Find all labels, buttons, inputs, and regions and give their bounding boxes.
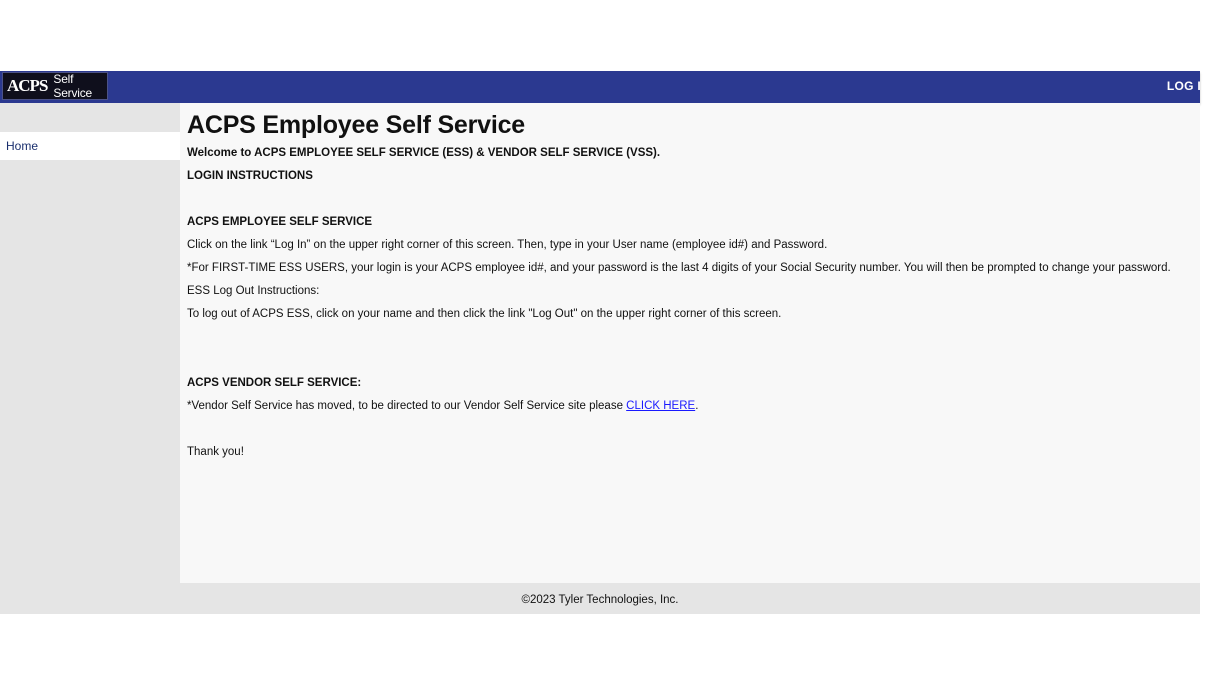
- sidebar: [0, 103, 180, 583]
- vss-click-here-link[interactable]: CLICK HERE: [626, 400, 696, 412]
- logout-instruction: To log out of ACPS ESS, click on your name and then click the link "Log Out" on the upper right corner of this screen.: [187, 308, 782, 320]
- login-instructions-heading: LOGIN INSTRUCTIONS: [187, 170, 313, 182]
- ess-heading: ACPS EMPLOYEE SELF SERVICE: [187, 216, 373, 228]
- vss-heading: ACPS VENDOR SELF SERVICE:: [187, 377, 362, 389]
- logo-mark: ACPS: [7, 75, 48, 95]
- logo-text: Self Service: [53, 72, 93, 100]
- logout-heading: ESS Log Out Instructions:: [187, 285, 320, 297]
- acps-logo[interactable]: [2, 72, 108, 100]
- ess-instruction-login: Click on the link “Log In” on the upper right corner of this screen. Then, type in your User name (employee id#) and Password.: [187, 239, 828, 251]
- thank-you-text: Thank you!: [187, 446, 244, 458]
- login-link[interactable]: LOG IN: [1166, 79, 1210, 93]
- welcome-text: Welcome to ACPS EMPLOYEE SELF SERVICE (ESS) & VENDOR SELF SERVICE (VSS).: [187, 147, 661, 159]
- vss-instruction-text: *Vendor Self Service has moved, to be directed to our Vendor Self Service site please: [187, 400, 627, 412]
- sidebar-item-home[interactable]: Home: [0, 132, 180, 160]
- footer-copyright: ©2023 Tyler Technologies, Inc.: [0, 583, 1200, 614]
- ess-instruction-first-time: *For FIRST-TIME ESS USERS, your login is your ACPS employee id#, and your password is the last 4 digits of your Social Security number. You will then be prompted to change your password.: [187, 262, 1171, 274]
- vss-instruction: [187, 395, 1197, 418]
- content-body: [187, 109, 1197, 464]
- main-content: [180, 103, 1200, 583]
- page-title: ACPS Employee Self Service: [187, 111, 526, 139]
- top-header: [0, 71, 1210, 103]
- vss-instruction-period: .: [695, 400, 699, 412]
